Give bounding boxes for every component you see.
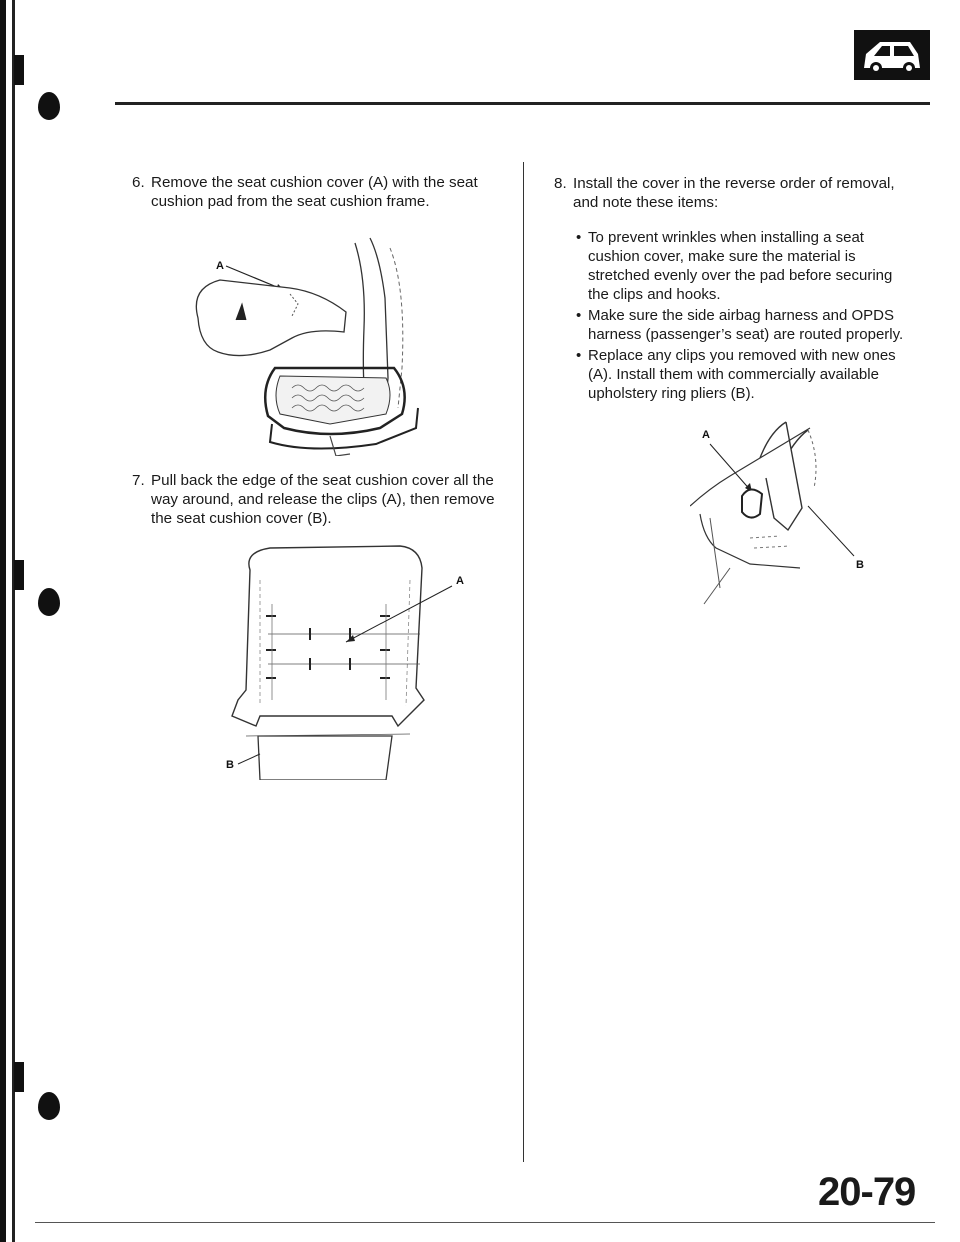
column-divider bbox=[523, 162, 524, 1162]
step-text-line: the seat cushion cover (B). bbox=[151, 510, 332, 527]
binding-hole bbox=[38, 588, 60, 616]
binding-edge bbox=[0, 0, 6, 1242]
binding-notch bbox=[14, 560, 24, 590]
step-7 bbox=[132, 471, 512, 531]
binding-hole bbox=[38, 92, 60, 120]
bullet-text-line: upholstery ring pliers (B). bbox=[588, 385, 755, 402]
figure-label-b: B bbox=[226, 759, 234, 771]
bullet-text-line: Replace any clips you removed with new ones bbox=[588, 347, 896, 364]
figure-label-a: A bbox=[216, 260, 224, 272]
seat-removal-figure bbox=[180, 228, 450, 456]
seat-cushion-illustration bbox=[180, 228, 450, 456]
step-text-line: way around, and release the clips (A), then remove bbox=[151, 491, 495, 508]
clip-pliers-figure bbox=[690, 418, 890, 608]
step-text-line: and note these items: bbox=[573, 194, 719, 211]
step-8 bbox=[554, 174, 944, 214]
bullet-text-line: the clips and hooks. bbox=[588, 286, 721, 303]
binding-notch bbox=[14, 55, 24, 85]
bullet-item bbox=[576, 346, 936, 406]
cushion-cover-illustration bbox=[220, 540, 490, 780]
bullet-text-line: stretched evenly over the pad before securing bbox=[588, 267, 893, 284]
car-body-icon bbox=[854, 30, 930, 80]
figure-label-b: B bbox=[856, 559, 864, 571]
bullet-glyph: • bbox=[576, 307, 582, 324]
binding-line bbox=[12, 0, 15, 1242]
step-text-line: cushion pad from the seat cushion frame. bbox=[151, 193, 430, 210]
step-6 bbox=[132, 173, 512, 213]
step-number: 6. bbox=[132, 174, 145, 191]
header-rule bbox=[115, 102, 930, 105]
bullet-text-line: harness (passenger’s seat) are routed properly. bbox=[588, 326, 904, 343]
bullet-glyph: • bbox=[576, 229, 582, 246]
page-number: 20-79 bbox=[818, 1170, 916, 1214]
figure-label-a: A bbox=[456, 575, 464, 587]
bullet-text-line: Make sure the side airbag harness and OPDS bbox=[588, 307, 894, 324]
cushion-cover-figure bbox=[220, 540, 490, 780]
step-text-line: Remove the seat cushion cover (A) with the seat bbox=[151, 174, 478, 191]
step-text-line: Install the cover in the reverse order of removal, bbox=[573, 175, 895, 192]
figure-label-a: A bbox=[702, 429, 710, 441]
step-number: 7. bbox=[132, 472, 145, 489]
bullet-text-line: cushion cover, make sure the material is bbox=[588, 248, 856, 265]
bullet-text-line: (A). Install them with commercially available bbox=[588, 366, 879, 383]
bullet-text-line: To prevent wrinkles when installing a seat bbox=[588, 229, 864, 246]
binding-hole bbox=[38, 1092, 60, 1120]
clip-pliers-illustration bbox=[690, 418, 890, 608]
binding-notch bbox=[14, 1062, 24, 1092]
step-text-line: Pull back the edge of the seat cushion cover all the bbox=[151, 472, 494, 489]
bullet-item bbox=[576, 306, 936, 346]
section-icon-box bbox=[854, 30, 930, 80]
bullet-item bbox=[576, 228, 936, 306]
bullet-glyph: • bbox=[576, 347, 582, 364]
footer-rule bbox=[35, 1222, 935, 1223]
step-number: 8. bbox=[554, 175, 567, 192]
